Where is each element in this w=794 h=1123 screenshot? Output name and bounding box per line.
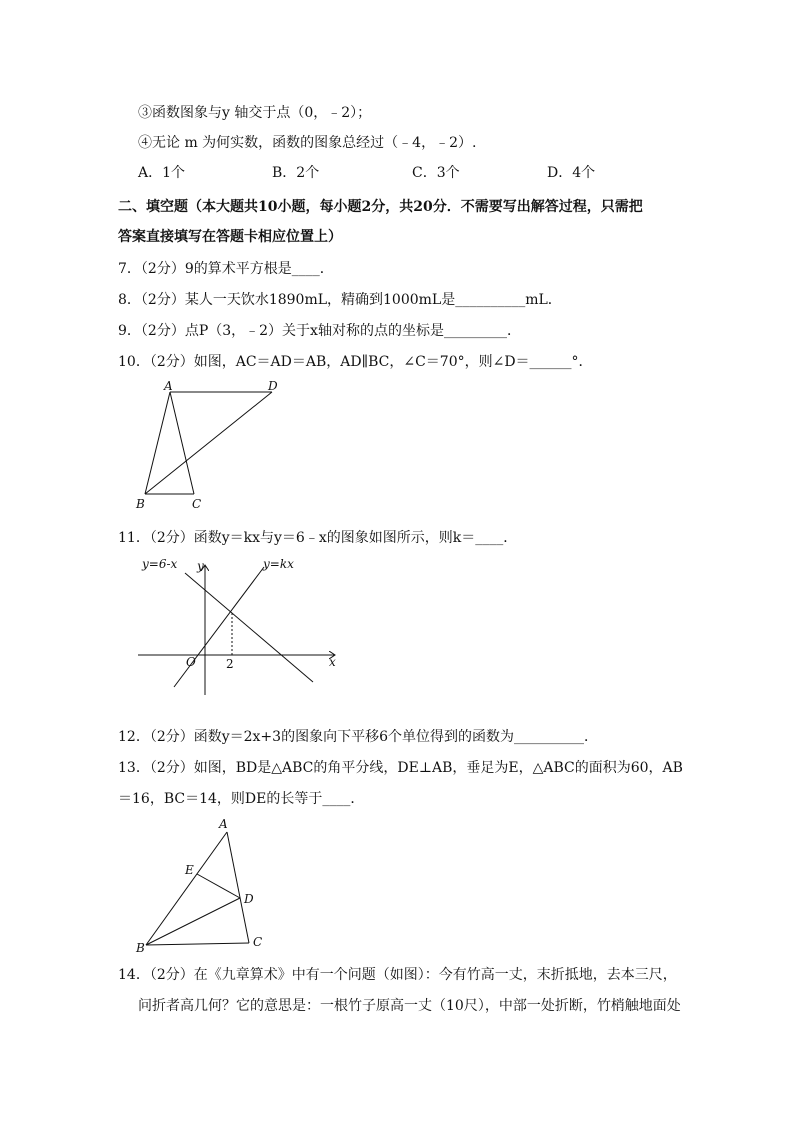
section-title-line1: 二、填空题（本大题共10小题，每小题2分，共20分．不需要写出解答过程，只需把	[118, 199, 643, 215]
question-14-line2: 问折者高几何？它的意思是：一根竹子原高一丈（10尺），中部一处折断，竹梢触地面处	[138, 998, 681, 1014]
fig11-label-origin: O	[186, 655, 196, 669]
fig11-label-line1: y=6-x	[142, 557, 178, 571]
question-11: 11．（2分）函数y＝kx与y＝6﹣x的图象如图所示，则k＝____．	[118, 530, 518, 546]
question-14-line1: 14．（2分）在《九章算术》中有一个问题（如图）：今有竹高一丈，末折抵地，去本三尺，	[118, 967, 677, 983]
prev-question-item3: ③函数图象与y 轴交于点（0，﹣2）；	[138, 105, 372, 121]
figure-13-triangle	[130, 812, 280, 961]
fig13-label-e: E	[185, 863, 194, 877]
fig10-label-a: A	[164, 380, 173, 393]
fig13-label-b: B	[136, 941, 145, 955]
choice-c: C．3个	[412, 165, 460, 181]
figure-13-svg	[130, 812, 280, 957]
choice-b: B．2个	[272, 165, 320, 181]
fig11-label-tick: 2	[226, 657, 234, 671]
figure-11-svg	[130, 555, 350, 700]
question-13-line2: ＝16，BC＝14，则DE的长等于____．	[118, 791, 365, 807]
fig13-label-d: D	[244, 892, 254, 906]
question-10: 10．（2分）如图，AC＝AD＝AB，AD∥BC，∠C＝70°，则∠D＝______°．	[118, 354, 593, 370]
fig10-label-d: D	[268, 380, 278, 393]
figure-10-svg	[130, 380, 290, 515]
question-9: 9．（2分）点P（3，﹣2）关于x轴对称的点的坐标是_________．	[118, 323, 521, 339]
fig13-label-a: A	[219, 817, 228, 831]
fig11-label-x-axis: x	[329, 655, 336, 669]
fig10-label-c: C	[192, 497, 202, 511]
fig11-label-y-axis: y	[197, 559, 204, 573]
question-12: 12．（2分）函数y＝2x+3的图象向下平移6个单位得到的函数为__________．	[118, 729, 598, 745]
choice-a: A．1个	[138, 165, 186, 181]
question-13-line1: 13．（2分）如图，BD是△ABC的角平分线，DE⊥AB，垂足为E，△ABC的面积为60，AB	[118, 760, 683, 776]
figure-10-triangle	[130, 380, 290, 519]
choice-d: D．4个	[547, 165, 596, 181]
fig13-label-c: C	[253, 935, 263, 949]
question-8: 8．（2分）某人一天饮水1890mL，精确到1000mL是__________mL．	[118, 292, 562, 308]
figure-11-graph	[130, 555, 350, 704]
section-title-line2: 答案直接填写在答题卡相应位置上）	[118, 229, 342, 245]
prev-question-item4: ④无论 m 为何实数，函数的图象总经过（﹣4，﹣2）.	[138, 135, 477, 151]
fig10-label-b: B	[136, 497, 145, 511]
question-7: 7．（2分）9的算术平方根是____．	[118, 261, 334, 277]
fig11-label-line2: y=kx	[263, 557, 294, 571]
